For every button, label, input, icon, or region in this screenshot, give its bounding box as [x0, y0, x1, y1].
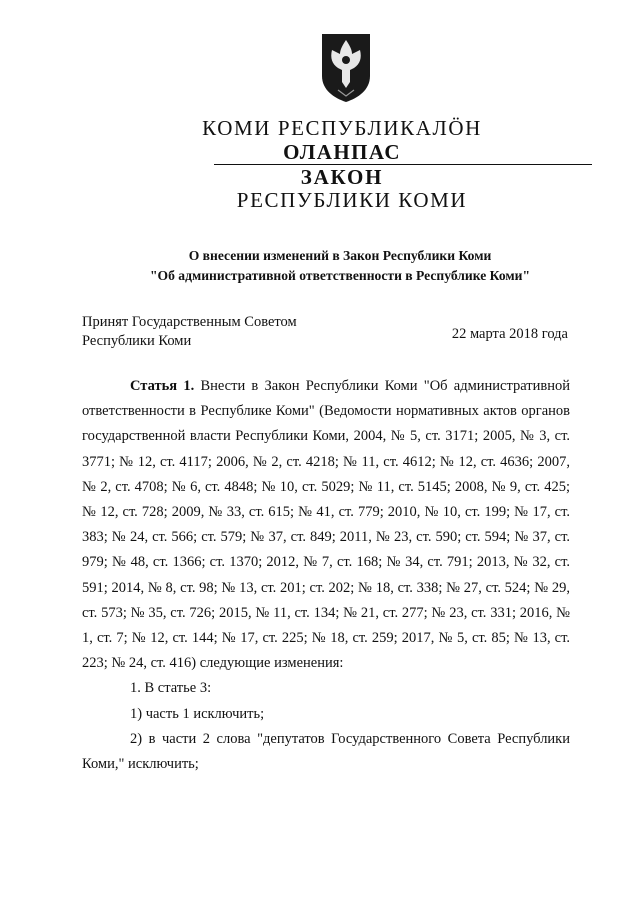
- article-1-text: Внести в Закон Республики Коми "Об административной ответственности в Республике Коми" (Ведомости нормативных актов органов государственной власти Республики Коми, 2004, № 5, ст. 3171; 2005, № 3, ст. 3771; № 12, ст. 4117; 2006, № 2, ст. 4218; № 11, ст. 4612; № 12, ст. 4636; 2007, № 2, ст. 4708; № 6, ст. 4848; № 10, ст. 5029; № 11, ст. 5145; 2008, № 9, ст. 425; № 12, ст. 728; 2009, № 33, ст. 615; № 41, ст. 779; 2010, № 10, ст. 199; № 17, ст. 383; № 24, ст. 566; ст. 579; № 37, ст. 849; 2011, № 23, ст. 590; ст. 594; № 37, ст. 979; № 48, ст. 1366; ст. 1370; 2012, № 7, ст. 168; № 34, ст. 791; 2013, № 32, ст. 591; 2014, № 8, ст. 98; № 13, ст. 201; ст. 202; № 18, ст. 338; № 27, ст. 524; № 29, ст. 573; № 35, ст. 726; 2015, № 11, ст. 134; № 21, ст. 277; № 23, ст. 331; 2016, № 1, ст. 7; № 12, ст. 144; № 17, ст. 225; № 18, ст. 259; 2017, № 5, ст. 85; № 13, ст. 223; № 24, ст. 416) следующие изменения:: [82, 378, 571, 672]
- law-subject: [100, 246, 580, 286]
- article-1-item-1: 1. В статье 3:: [130, 680, 212, 697]
- article-1-paragraph: [82, 374, 570, 676]
- komi-republic-name-komi: КОМИ РЕСПУБЛИКАЛÖН: [202, 116, 482, 140]
- article-1-label: Статья 1.: [130, 378, 195, 394]
- law-title-komi: ОЛАНПАС: [283, 140, 401, 164]
- article-1-body: [82, 374, 570, 777]
- law-subject-line-1: О внесении изменений в Закон Республики Коми: [188, 248, 492, 263]
- law-title: ЗАКОН: [300, 165, 384, 189]
- article-1-subitem-1: 1) часть 1 исключить;: [130, 705, 265, 722]
- republic-name: РЕСПУБЛИКИ КОМИ: [236, 188, 468, 212]
- article-1-subitem-2: 2) в части 2 слова "депутатов Государственного Совета Республики Коми," исключить;: [82, 730, 570, 773]
- adoption-statement: [82, 313, 297, 351]
- adoption-line-2: Республики Коми: [82, 333, 192, 349]
- law-subject-line-2: "Об административной ответственности в Республике Коми": [149, 268, 531, 283]
- adoption-line-1: Принят Государственным Советом: [82, 314, 297, 330]
- adoption-date: 22 марта 2018 года: [451, 326, 568, 342]
- komi-coat-of-arms-emblem: [318, 30, 374, 104]
